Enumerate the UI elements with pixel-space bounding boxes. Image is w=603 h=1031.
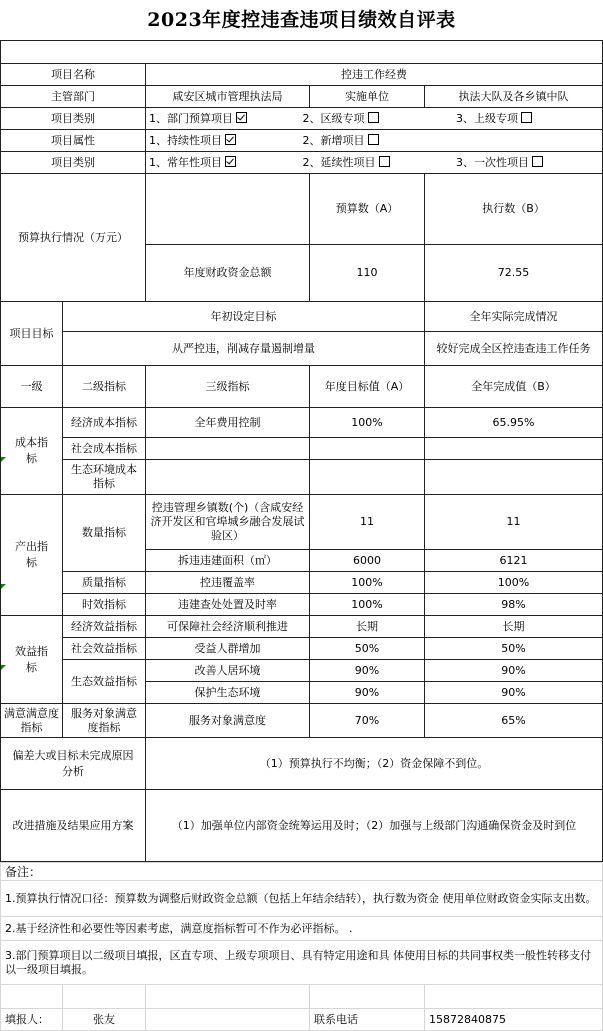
category1-label: 项目类别 bbox=[1, 108, 146, 130]
social-eff-a: 50% bbox=[310, 638, 425, 660]
indicator-head-row bbox=[1, 366, 603, 408]
category1-row bbox=[1, 108, 603, 130]
time-b: 98% bbox=[425, 594, 603, 616]
satis-l3: 服务对象满意度 bbox=[146, 704, 310, 738]
project-name-label: 项目名称 bbox=[1, 64, 146, 86]
attribute-options bbox=[146, 130, 603, 152]
econ-eff-l2: 经济效益指标 bbox=[63, 616, 146, 638]
ind-head-l3: 三级指标 bbox=[146, 366, 310, 408]
qty2-l3: 拆违违建面积（㎡） bbox=[146, 550, 310, 572]
ind-head-l1: 一级 bbox=[1, 366, 63, 408]
deviation-row bbox=[1, 738, 603, 790]
econ-eff-b: 长期 bbox=[425, 616, 603, 638]
goal-value-row bbox=[1, 332, 603, 366]
ind-head-target: 年度目标值（A） bbox=[310, 366, 425, 408]
satis-b: 65% bbox=[425, 704, 603, 738]
goal-actual: 较好完成全区控违查违工作任务 bbox=[425, 332, 603, 366]
budget-b: 72.55 bbox=[425, 245, 603, 302]
deviation-label: 偏差大或目标未完成原因分析 bbox=[1, 738, 146, 790]
impl-unit-value: 执法大队及各乡镇中队 bbox=[425, 86, 603, 108]
social-eff-l3: 受益人群增加 bbox=[146, 638, 310, 660]
qty-l2: 数量指标 bbox=[63, 495, 146, 572]
comment-marker-icon bbox=[1, 584, 6, 589]
satis-a: 70% bbox=[310, 704, 425, 738]
empty-box-icon[interactable] bbox=[379, 156, 390, 167]
time-row bbox=[1, 594, 603, 616]
improve-label: 改进措施及结果应用方案 bbox=[1, 790, 146, 862]
main-table bbox=[0, 40, 603, 862]
qty1-b: 11 bbox=[425, 495, 603, 550]
qty1-row bbox=[1, 495, 603, 550]
checked-box-icon[interactable] bbox=[225, 156, 236, 167]
quality-a: 100% bbox=[310, 572, 425, 594]
empty-box-icon[interactable] bbox=[368, 134, 379, 145]
category2-label: 项目类别 bbox=[1, 152, 146, 174]
econ-eff-l3: 可保障社会经济顺利推进 bbox=[146, 616, 310, 638]
budget-head-blank bbox=[146, 174, 310, 245]
department-value: 咸安区城市管理执法局 bbox=[146, 86, 310, 108]
satis-l2: 服务对象满意度指标 bbox=[63, 704, 146, 738]
eco-eff1-row bbox=[1, 660, 603, 682]
eco-eff2-a: 90% bbox=[310, 682, 425, 704]
quality-b: 100% bbox=[425, 572, 603, 594]
attribute-option-1[interactable]: 1、持续性项目 bbox=[149, 134, 299, 148]
eco-eff1-l3: 改善人居环境 bbox=[146, 660, 310, 682]
note-3: 3.部门预算项目以二级项目填报，区直专项、上级专项项目、具有特定用途和具 体使用目标的共同事权类一般性转移支付以一级项目填报。 bbox=[1, 941, 603, 985]
department-row bbox=[1, 86, 603, 108]
category1-option-1[interactable]: 1、部门预算项目 bbox=[149, 112, 299, 126]
eco-eff-l2: 生态效益指标 bbox=[63, 660, 146, 704]
qty2-a: 6000 bbox=[310, 550, 425, 572]
qty2-b: 6121 bbox=[425, 550, 603, 572]
budget-label: 预算执行情况（万元） bbox=[1, 174, 146, 302]
satisfaction-row bbox=[1, 704, 603, 738]
empty-box-icon[interactable] bbox=[532, 156, 543, 167]
notes-head: 备注： bbox=[1, 863, 603, 881]
empty-box-icon[interactable] bbox=[521, 112, 532, 123]
quality-l3: 控违覆盖率 bbox=[146, 572, 310, 594]
budget-head-b: 执行数（B） bbox=[425, 174, 603, 245]
econ-eff-row bbox=[1, 616, 603, 638]
eco-cost-l2: 生态环境成本指标 bbox=[63, 460, 146, 495]
project-name-row bbox=[1, 64, 603, 86]
eco-eff2-l3: 保护生态环境 bbox=[146, 682, 310, 704]
goal-label: 项目目标 bbox=[1, 302, 63, 366]
time-l2: 时效指标 bbox=[63, 594, 146, 616]
budget-head-row bbox=[1, 174, 603, 245]
econ-cost-l3: 全年费用控制 bbox=[146, 408, 310, 438]
social-eff-row bbox=[1, 638, 603, 660]
social-cost-row bbox=[1, 438, 603, 460]
budget-a: 110 bbox=[310, 245, 425, 302]
checked-box-icon[interactable] bbox=[236, 112, 247, 123]
budget-head-a: 预算数（A） bbox=[310, 174, 425, 245]
note-1: 1.预算执行情况口径：预算数为调整后财政资金总额（包括上年结余结转），执行数为资金 使用单位财政资金实际支出数。 bbox=[1, 881, 603, 917]
qty1-l3: 控违管理乡镇数(个)（含咸安经济开发区和官埠城乡融合发展试验区） bbox=[146, 495, 310, 550]
eco-eff1-a: 90% bbox=[310, 660, 425, 682]
goal-plan: 从严控违，削减存量遏制增量 bbox=[63, 332, 425, 366]
ind-head-done: 全年完成值（B） bbox=[425, 366, 603, 408]
comment-marker-icon bbox=[1, 457, 6, 462]
attribute-row bbox=[1, 130, 603, 152]
econ-cost-b: 65.95% bbox=[425, 408, 603, 438]
attribute-label: 项目属性 bbox=[1, 130, 146, 152]
goal-plan-head: 年初设定目标 bbox=[63, 302, 425, 332]
group-satisfaction: 满意满意度指标 bbox=[1, 704, 63, 738]
group-effect: 效益指标 bbox=[1, 616, 63, 704]
budget-row-label: 年度财政资金总额 bbox=[146, 245, 310, 302]
improve-text: （1）加强单位内部资金统筹运用及时；（2）加强与上级部门沟通确保资金及时到位 bbox=[146, 790, 603, 862]
category2-option-1[interactable]: 1、常年性项目 bbox=[149, 156, 299, 170]
time-l3: 违建查处处置及时率 bbox=[146, 594, 310, 616]
econ-cost-row bbox=[1, 408, 603, 438]
project-name-value: 控违工作经费 bbox=[146, 64, 603, 86]
social-eff-l2: 社会效益指标 bbox=[63, 638, 146, 660]
category2-options bbox=[146, 152, 603, 174]
time-a: 100% bbox=[310, 594, 425, 616]
attribute-option-2[interactable]: 2、新增项目 bbox=[303, 134, 379, 148]
eco-cost-row bbox=[1, 460, 603, 495]
goal-actual-head: 全年实际完成情况 bbox=[425, 302, 603, 332]
group-cost: 成本指标 bbox=[1, 408, 63, 495]
category1-option-2[interactable]: 2、区级专项 bbox=[303, 112, 453, 126]
deviation-text: （1）预算执行不均衡；（2）资金保障不到位。 bbox=[146, 738, 603, 790]
econ-cost-l2: 经济成本指标 bbox=[63, 408, 146, 438]
category1-options bbox=[146, 108, 603, 130]
spacer-row bbox=[1, 41, 603, 64]
category1-option-3[interactable]: 3、上级专项 bbox=[456, 112, 532, 126]
ind-head-l2: 二级指标 bbox=[63, 366, 146, 408]
category2-option-3[interactable]: 3、一次性项目 bbox=[456, 156, 543, 170]
social-cost-l2: 社会成本指标 bbox=[63, 438, 146, 460]
blank-note-row bbox=[1, 985, 63, 1009]
econ-cost-a: 100% bbox=[310, 408, 425, 438]
category2-option-2[interactable]: 2、延续性项目 bbox=[303, 156, 453, 170]
category2-row bbox=[1, 152, 603, 174]
improve-row bbox=[1, 790, 603, 862]
quality-row bbox=[1, 572, 603, 594]
eco-eff1-b: 90% bbox=[425, 660, 603, 682]
impl-unit-label: 实施单位 bbox=[310, 86, 425, 108]
group-output: 产出指标 bbox=[1, 495, 63, 616]
checked-box-icon[interactable] bbox=[225, 134, 236, 145]
empty-box-icon[interactable] bbox=[368, 112, 379, 123]
phone-label: 联系电话 bbox=[310, 1009, 425, 1031]
goal-head-row bbox=[1, 302, 603, 332]
notes-table bbox=[0, 862, 603, 1031]
filler-label: 填报人： bbox=[1, 1009, 63, 1031]
quality-l2: 质量指标 bbox=[63, 572, 146, 594]
form-title: 2023年度控违查违项目绩效自评表 bbox=[147, 9, 456, 31]
filler-name: 张友 bbox=[63, 1009, 146, 1031]
social-eff-b: 50% bbox=[425, 638, 603, 660]
phone-value: 15872840875 bbox=[425, 1009, 603, 1031]
comment-marker-icon bbox=[1, 665, 6, 670]
qty1-a: 11 bbox=[310, 495, 425, 550]
note-2: 2.基于经济性和必要性等因素考虑，满意度指标暂可不作为必评指标。 . bbox=[1, 917, 603, 941]
econ-eff-a: 长期 bbox=[310, 616, 425, 638]
department-label: 主管部门 bbox=[1, 86, 146, 108]
eco-eff2-b: 90% bbox=[425, 682, 603, 704]
